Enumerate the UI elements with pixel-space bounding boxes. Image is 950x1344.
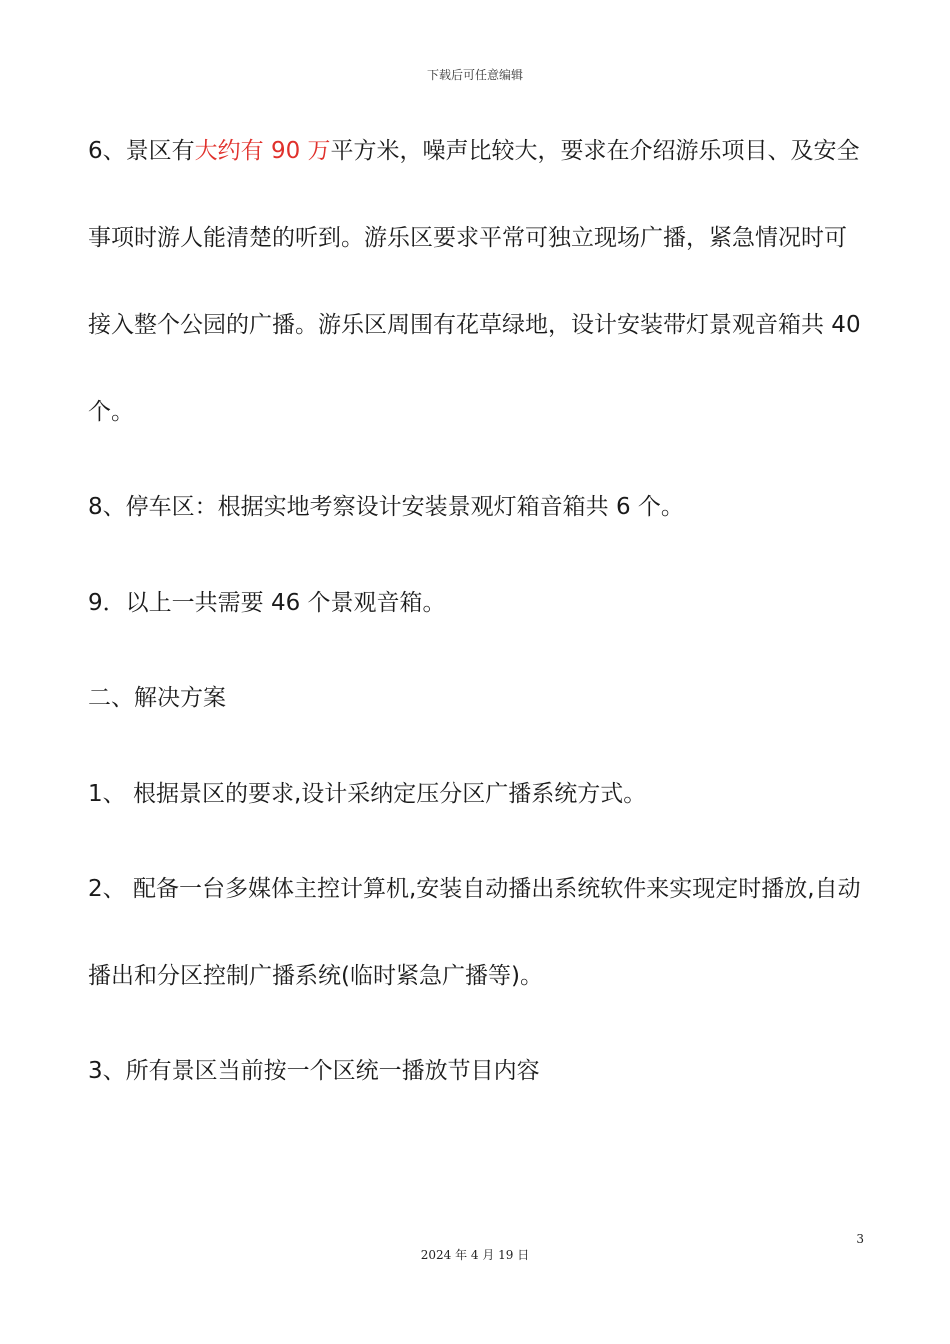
solution-item-2-line-2: 播出和分区控制广播系统(临时紧急广播等)。: [88, 963, 543, 989]
section-title-solutions: 二、解决方案: [88, 685, 226, 711]
paragraph-6-rest: 平方米，噪声比较大，要求在介绍游乐项目、及安全: [330, 138, 860, 164]
paragraph-9: 9．以上一共需要 46 个景观音箱。: [88, 590, 446, 616]
page-header: 下载后可任意编辑: [426, 68, 523, 82]
highlighted-area-text: 大约有 90 万: [194, 138, 331, 164]
paragraph-8: 8、停车区：根据实地考察设计安装景观灯箱音箱共 6 个。: [88, 494, 684, 520]
paragraph-6-line-1: [88, 136, 860, 166]
paragraph-6-line-2: 事项时游人能清楚的听到。游乐区要求平常可独立现场广播，紧急情况时可: [88, 225, 847, 251]
footer-date: 2024 年 4 月 19 日: [420, 1248, 530, 1262]
solution-item-3: 3、所有景区当前按一个区统一播放节目内容: [88, 1058, 540, 1084]
paragraph-6-prefix: 6、景区有: [88, 138, 195, 164]
solution-item-2-line-1: 2、 配备一台多媒体主控计算机,安装自动播出系统软件来实现定时播放,自动: [88, 876, 861, 902]
paragraph-6-line-3: 接入整个公园的广播。游乐区周围有花草绿地，设计安装带灯景观音箱共 40: [88, 312, 861, 338]
solution-item-1: 1、 根据景区的要求,设计采纳定压分区广播系统方式。: [88, 781, 647, 807]
page-number: 3: [856, 1232, 864, 1246]
paragraph-6-line-4: 个。: [88, 399, 134, 425]
